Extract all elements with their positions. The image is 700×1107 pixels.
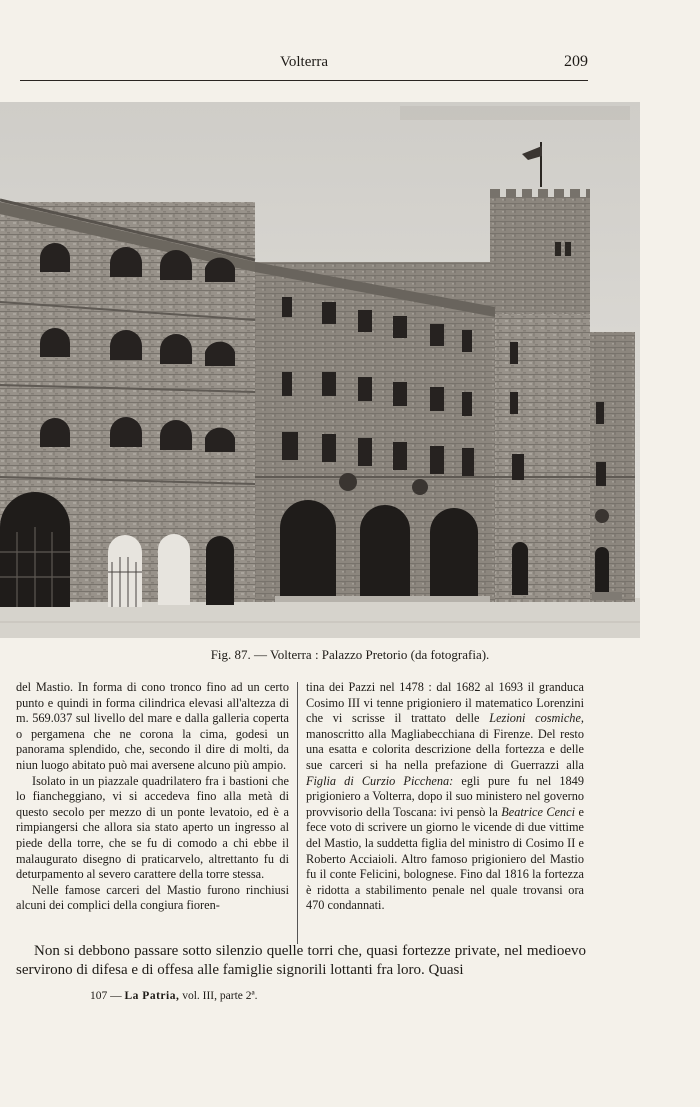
right-paragraph-1 [306, 680, 584, 914]
dash: — [110, 990, 122, 1002]
sheet-number: 107 [90, 990, 108, 1002]
volume-info: vol. III, parte 2ª. [182, 990, 258, 1002]
column-divider [297, 682, 298, 944]
text-run: egli pure fu nel 1849 prigioniero a Volterra, dopo il suo ministero nel governo provvisorio della Toscana: ivi pensò la [306, 773, 584, 819]
full-width-paragraph: Non si debbono passare sotto silenzio quelle torri che, quasi fortezze private, nel medioevo servirono di difesa e di offesa alle famiglie signorili lottanti fra loro. Quasi [16, 943, 586, 978]
left-paragraph-2: Isolato in un piazzale quadrilatero fra i bastioni che lo fiancheggiano, vi si accedeva fino alla metà di questo secolo per mezzo di un ponte levatoio, ed è a rimpiangersi che allora sia stato aperto un ingresso al piede della torre, che se fu di comodo a chi ebbe il malaugurato disegno di praticarvelo, altrettanto fu di deturpamento al severo carattere della torre stessa. [16, 773, 289, 882]
text-run: e fece voto di scrivere un giorno le vicende di due vittime del Mastio, la suddetta figlia del ministro di Cosimo II e Roberto Acciaioli. Altro famoso prigioniero del Mastio fu il conte Felicini, bolognese. Fino dal 1816 la fortezza è ridotta a stabilimento penale nel quale trovansi ora 470 condannati. [306, 804, 584, 913]
italic-title-figlia: Figlia di Curzio Picchena: [306, 773, 454, 788]
page-number: 209 [564, 53, 588, 70]
text-run: tina dei Pazzi nel 1478 : dal 1682 al 1693 il granduca Cosimo III vi tenne prigioniero il matematico Lorenzini che vi scrisse il trattato delle [306, 680, 584, 726]
page-header [20, 50, 588, 81]
figure-caption: Fig. 87. — Volterra : Palazzo Pretorio (da fotografia). [210, 647, 490, 662]
left-paragraph-1: del Mastio. In forma di cono tronco fino ad un certo punto e quindi in forma cilindrica elevasi all'altezza di m. 569.037 sul livello del mare e dalla galleria coperta o pergamena che ne corona la cima, godesi un panorama splendido, che, secondo il dire di molti, da niun luogo abitato può mai aversene alcuno più ampio. [16, 680, 289, 772]
figure-photo [0, 102, 640, 638]
italic-title-lezioni: Lezioni cosmiche, [489, 711, 584, 726]
running-title: Volterra [279, 54, 329, 70]
footer-signature [90, 990, 258, 1002]
left-column [16, 680, 289, 914]
palazzo-pretorio-image [0, 102, 640, 638]
right-column [306, 680, 584, 914]
text-run: manoscritto alla Magliabecchiana di Firenze. Del resto una esatta e colorita descrizione della fortezza e delle sue carceri si ha nella prefazione di Guerrazzi alla [306, 726, 584, 772]
italic-title-beatrice: Beatrice Cenci [501, 804, 576, 819]
magazine-title: La Patria, [124, 990, 180, 1002]
left-paragraph-3: Nelle famose carceri del Mastio furono rinchiusi alcuni dei complici della congiura fioren- [16, 882, 289, 913]
